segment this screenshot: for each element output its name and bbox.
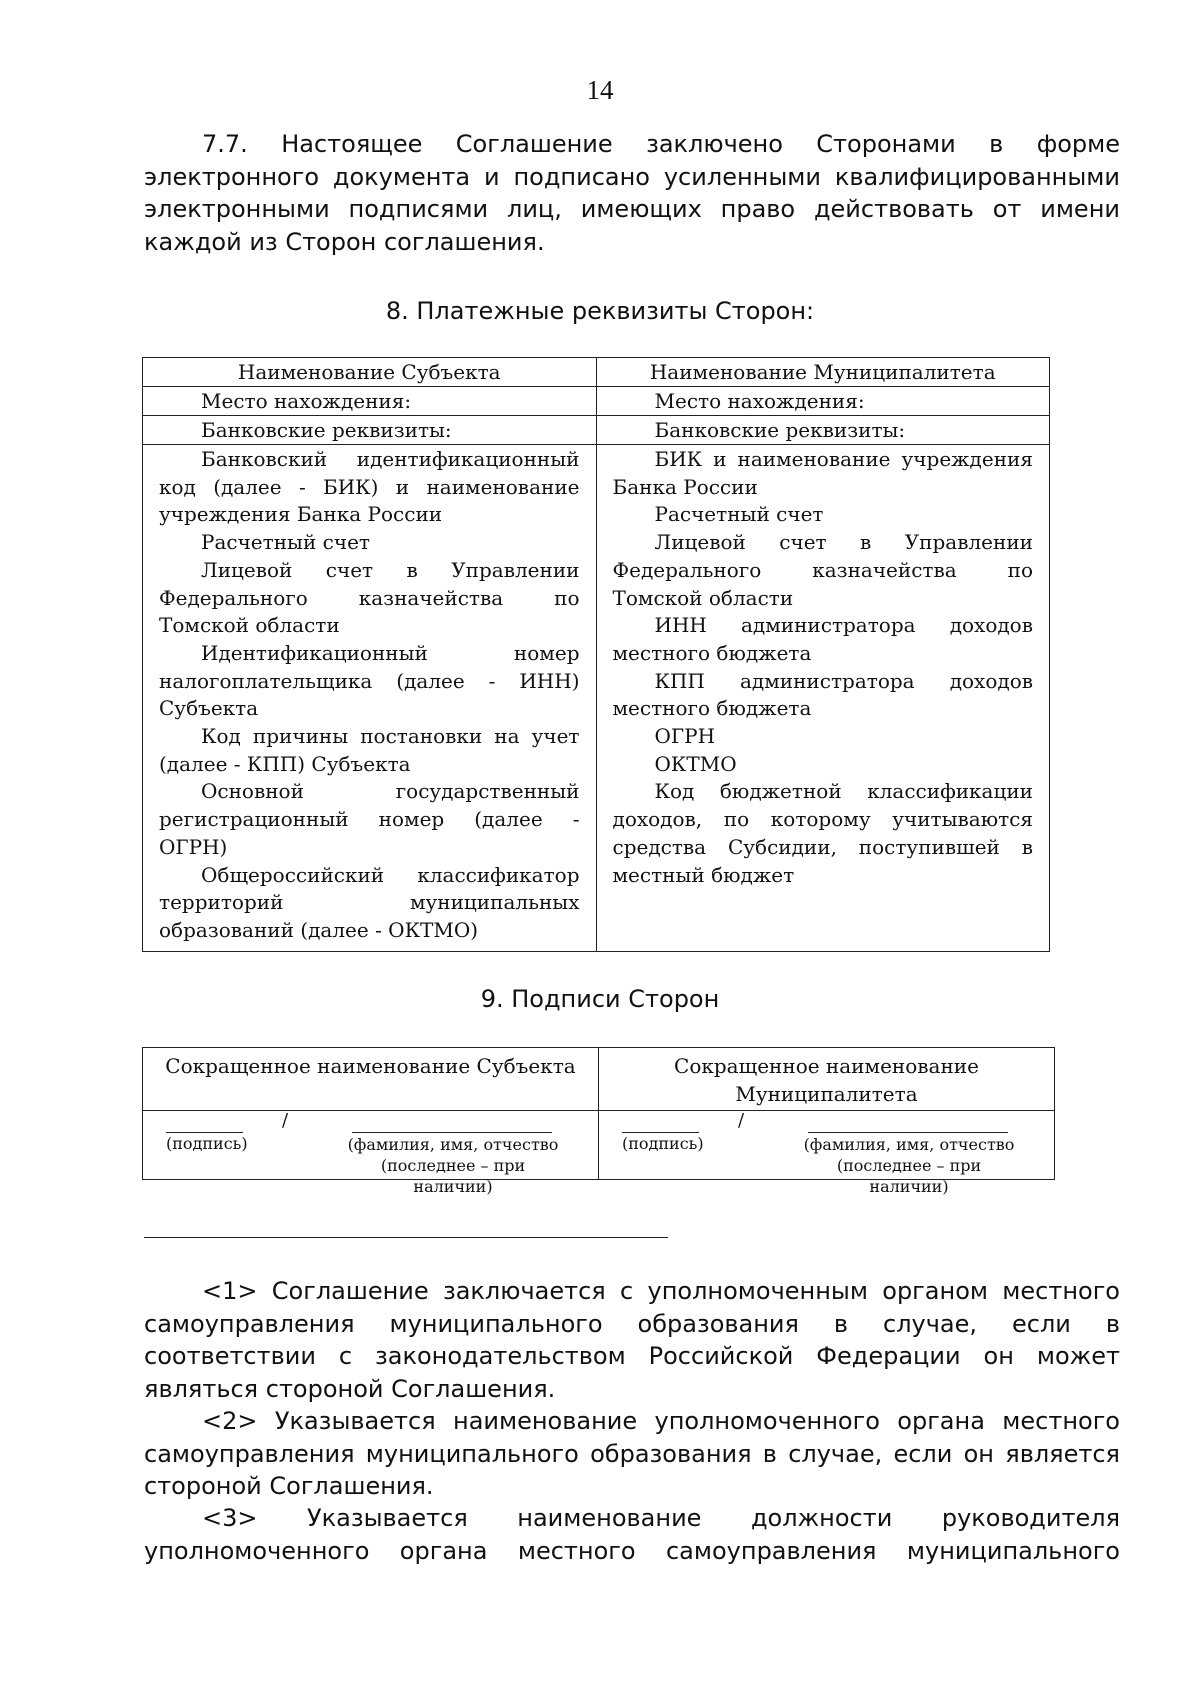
payment-details-table bbox=[142, 357, 1050, 952]
subject-location-label: Место нахождения: bbox=[143, 387, 597, 416]
name-caption-line-1: (фамилия, имя, отчество bbox=[347, 1135, 559, 1154]
name-caption bbox=[800, 1134, 1018, 1197]
name-line bbox=[352, 1132, 552, 1133]
municipality-location-label: Место нахождения: bbox=[596, 387, 1050, 416]
municipality-detail-item: БИК и наименование учреждения Банка России bbox=[612, 447, 1033, 499]
paragraph-7-7 bbox=[144, 128, 1120, 258]
municipality-detail-item: ОКТМО bbox=[654, 751, 737, 776]
subject-name-header: Наименование Субъекта bbox=[143, 358, 597, 387]
municipality-detail-item: ИНН администратора доходов местного бюджета bbox=[612, 613, 1033, 665]
footnote-1 bbox=[144, 1275, 1120, 1405]
footnote-3 bbox=[144, 1502, 1120, 1567]
name-caption-line-2: (последнее – при наличии) bbox=[836, 1156, 982, 1196]
municipality-name-header: Наименование Муниципалитета bbox=[596, 358, 1050, 387]
subject-bank-details-label: Банковские реквизиты: bbox=[143, 416, 597, 445]
name-caption-line-2: (последнее – при наличии) bbox=[380, 1156, 526, 1196]
municipality-detail-item: ОГРН bbox=[654, 724, 716, 749]
subject-detail-item: Банковский идентификационный код (далее - БИК) и наименование учреждения Банка России bbox=[159, 447, 580, 527]
subject-short-name-header: Сокращенное наименование Субъекта bbox=[143, 1048, 599, 1111]
municipality-short-name-header: Сокращенное наименование Муниципалитета bbox=[599, 1048, 1055, 1111]
signatures-table bbox=[142, 1047, 1055, 1196]
subject-detail-item: Общероссийский классификатор территорий муниципальных образований (далее - ОКТМО) bbox=[159, 862, 580, 942]
municipality-details-cell bbox=[596, 445, 1050, 952]
municipality-detail-item: Код бюджетной классификации доходов, по которому учитываются средства Субсидии, поступившей в местный бюджет bbox=[612, 779, 1033, 887]
signature-caption: (подпись) bbox=[166, 1134, 248, 1153]
subject-details-cell bbox=[143, 445, 597, 952]
municipality-bank-details-label: Банковские реквизиты: bbox=[596, 416, 1050, 445]
subject-signature-cell bbox=[143, 1110, 599, 1196]
municipality-signature-cell bbox=[599, 1110, 1055, 1196]
name-caption bbox=[344, 1134, 562, 1197]
footnote-2 bbox=[144, 1405, 1120, 1503]
separator-slash: / bbox=[282, 1110, 289, 1131]
name-caption-line-1: (фамилия, имя, отчество bbox=[803, 1135, 1015, 1154]
municipality-detail-item: Расчетный счет bbox=[654, 502, 824, 527]
subject-detail-item: Идентификационный номер налогоплательщика (далее - ИНН) Субъекта bbox=[159, 640, 580, 721]
name-line bbox=[808, 1132, 1008, 1133]
signature-caption: (подпись) bbox=[622, 1134, 704, 1153]
municipality-detail-item: КПП администратора доходов местного бюджета bbox=[612, 668, 1033, 721]
footnote-separator bbox=[144, 1237, 668, 1238]
subject-detail-item: Код причины постановки на учет (далее - КПП) Субъекта bbox=[159, 724, 580, 776]
page-number: 14 bbox=[586, 75, 614, 105]
footnote-3-text: <3> Указывается наименование должности руководителя уполномоченного органа местного самоуправления муниципального bbox=[144, 1504, 1120, 1565]
municipality-detail-item: Лицевой счет в Управлении Федерального казначейства по Томской области bbox=[612, 530, 1033, 610]
subject-detail-item: Расчетный счет bbox=[201, 530, 370, 555]
separator-slash: / bbox=[738, 1110, 745, 1131]
signature-line bbox=[622, 1132, 699, 1133]
section-8-heading: 8. Платежные реквизиты Сторон: bbox=[385, 297, 815, 325]
signature-line bbox=[166, 1132, 243, 1133]
paragraph-7-7-text: 7.7. Настоящее Соглашение заключено Сторонами в форме электронного документа и подписано усиленными квалифицированными электронными подписями лиц, имеющих право действовать от имени каждой из Сторон соглашения. bbox=[144, 130, 1120, 256]
subject-detail-item: Лицевой счет в Управлении Федерального казначейства по Томской области bbox=[159, 557, 580, 638]
footnote-1-text: <1> Соглашение заключается с уполномоченным органом местного самоуправления муниципального образования в случае, если в соответствии с законодательством Российской Федерации он может являться стороной Соглашения. bbox=[144, 1277, 1120, 1403]
section-9-heading: 9. Подписи Сторон bbox=[480, 985, 720, 1013]
footnote-2-text: <2> Указывается наименование уполномоченного органа местного самоуправления муниципального образования в случае, если он является стороной Соглашения. bbox=[144, 1407, 1120, 1500]
subject-detail-item: Основной государственный регистрационный номер (далее - ОГРН) bbox=[159, 779, 580, 859]
